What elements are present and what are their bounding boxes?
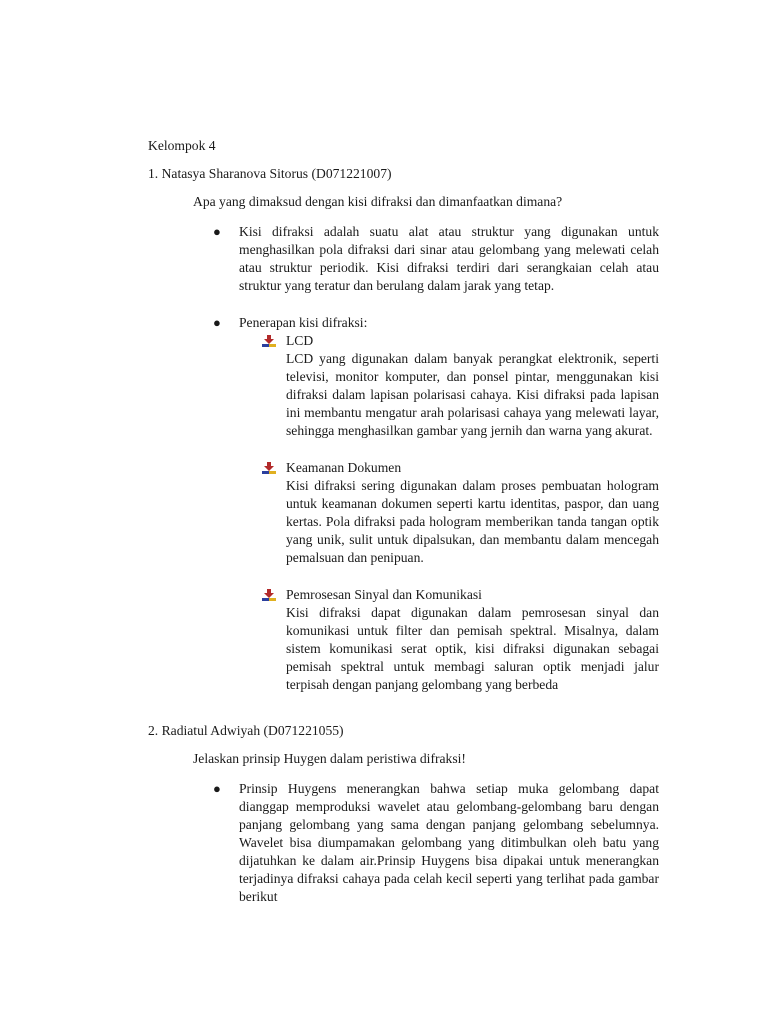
section-2-bullet-huygens xyxy=(213,780,659,906)
section-1-question: Apa yang dimaksud dengan kisi difraksi dan dimanfaatkan dimana? xyxy=(193,194,563,209)
down-arrow-tray-icon xyxy=(262,335,276,347)
down-arrow-tray-icon xyxy=(262,589,276,601)
application-title: Keamanan Dokumen xyxy=(286,460,402,475)
application-item-lcd xyxy=(262,332,659,458)
application-title: Pemrosesan Sinyal dan Komunikasi xyxy=(286,587,482,602)
down-arrow-tray-icon xyxy=(262,462,276,474)
huygens-explanation: Prinsip Huygens menerangkan bahwa setiap muka gelombang dapat dianggap memproduksi wavelet atau gelombang-gelombang baru dengan panjang gelombang yang sama dengan panjang gelombang sebelumnya. Wavelet bisa diumpamakan gelombang yang ditimbulkan oleh batu yang dijatuhkan ke dalam air.Prinsip Huygens bisa dipakai untuk menerangkan terjadinya difraksi cahaya pada celah kecil seperti yang terlihat pada gambar berikut xyxy=(239,781,659,904)
group-heading: Kelompok 4 xyxy=(148,138,216,153)
application-title: LCD xyxy=(286,333,314,348)
section-2-question: Jelaskan prinsip Huygen dalam peristiwa difraksi! xyxy=(193,751,466,766)
section-1-bullet-definition xyxy=(213,223,659,313)
applications-heading: Penerapan kisi difraksi: xyxy=(239,315,368,330)
application-description: LCD yang digunakan dalam banyak perangkat elektronik, seperti televisi, monitor komputer, dan ponsel pintar, menggunakan kisi difraksi dalam lapisan polarisasi cahaya. Kisi difraksi pada lapisan ini membantu mengatur arah polarisasi cahaya yang melewati layar, sehingga menghasilkan gambar yang jernih dan warna yang akurat. xyxy=(286,351,659,438)
bullet-dot-icon: ● xyxy=(213,781,221,796)
section-1-bullet-applications xyxy=(213,314,659,332)
bullet-dot-icon: ● xyxy=(213,315,221,330)
application-description: Kisi difraksi dapat digunakan dalam pemrosesan sinyal dan komunikasi untuk filter dan pemisah spektral. Misalnya, dalam sistem komunikasi serat optik, kisi difraksi digunakan sebagai pemisah spektral untuk membagi saluran optik menjadi jalur terpisah dengan panjang gelombang yang berbeda xyxy=(286,605,659,692)
definition-text: Kisi difraksi adalah suatu alat atau struktur yang digunakan untuk menghasilkan pola difraksi dari sinar atau gelombang yang melewati celah atau struktur periodik. Kisi difraksi terdiri dari serangkaian celah atau struktur yang teratur dan berulang dalam jarak yang tetap. xyxy=(239,224,659,293)
section-2-title: 2. Radiatul Adwiyah (D071221055) xyxy=(148,723,344,738)
bullet-dot-icon: ● xyxy=(213,224,221,239)
application-description: Kisi difraksi sering digunakan dalam proses pembuatan hologram untuk keamanan dokumen seperti kartu identitas, paspor, dan uang kertas. Pola difraksi pada hologram memberikan tanda tangan optik yang unik, sulit untuk dipalsukan, dan membantu dalam mencegah pemalsuan dan penipuan. xyxy=(286,478,659,565)
application-item-signal-processing xyxy=(262,586,659,712)
section-1-title: 1. Natasya Sharanova Sitorus (D071221007) xyxy=(148,166,392,181)
application-item-document-security xyxy=(262,459,659,585)
